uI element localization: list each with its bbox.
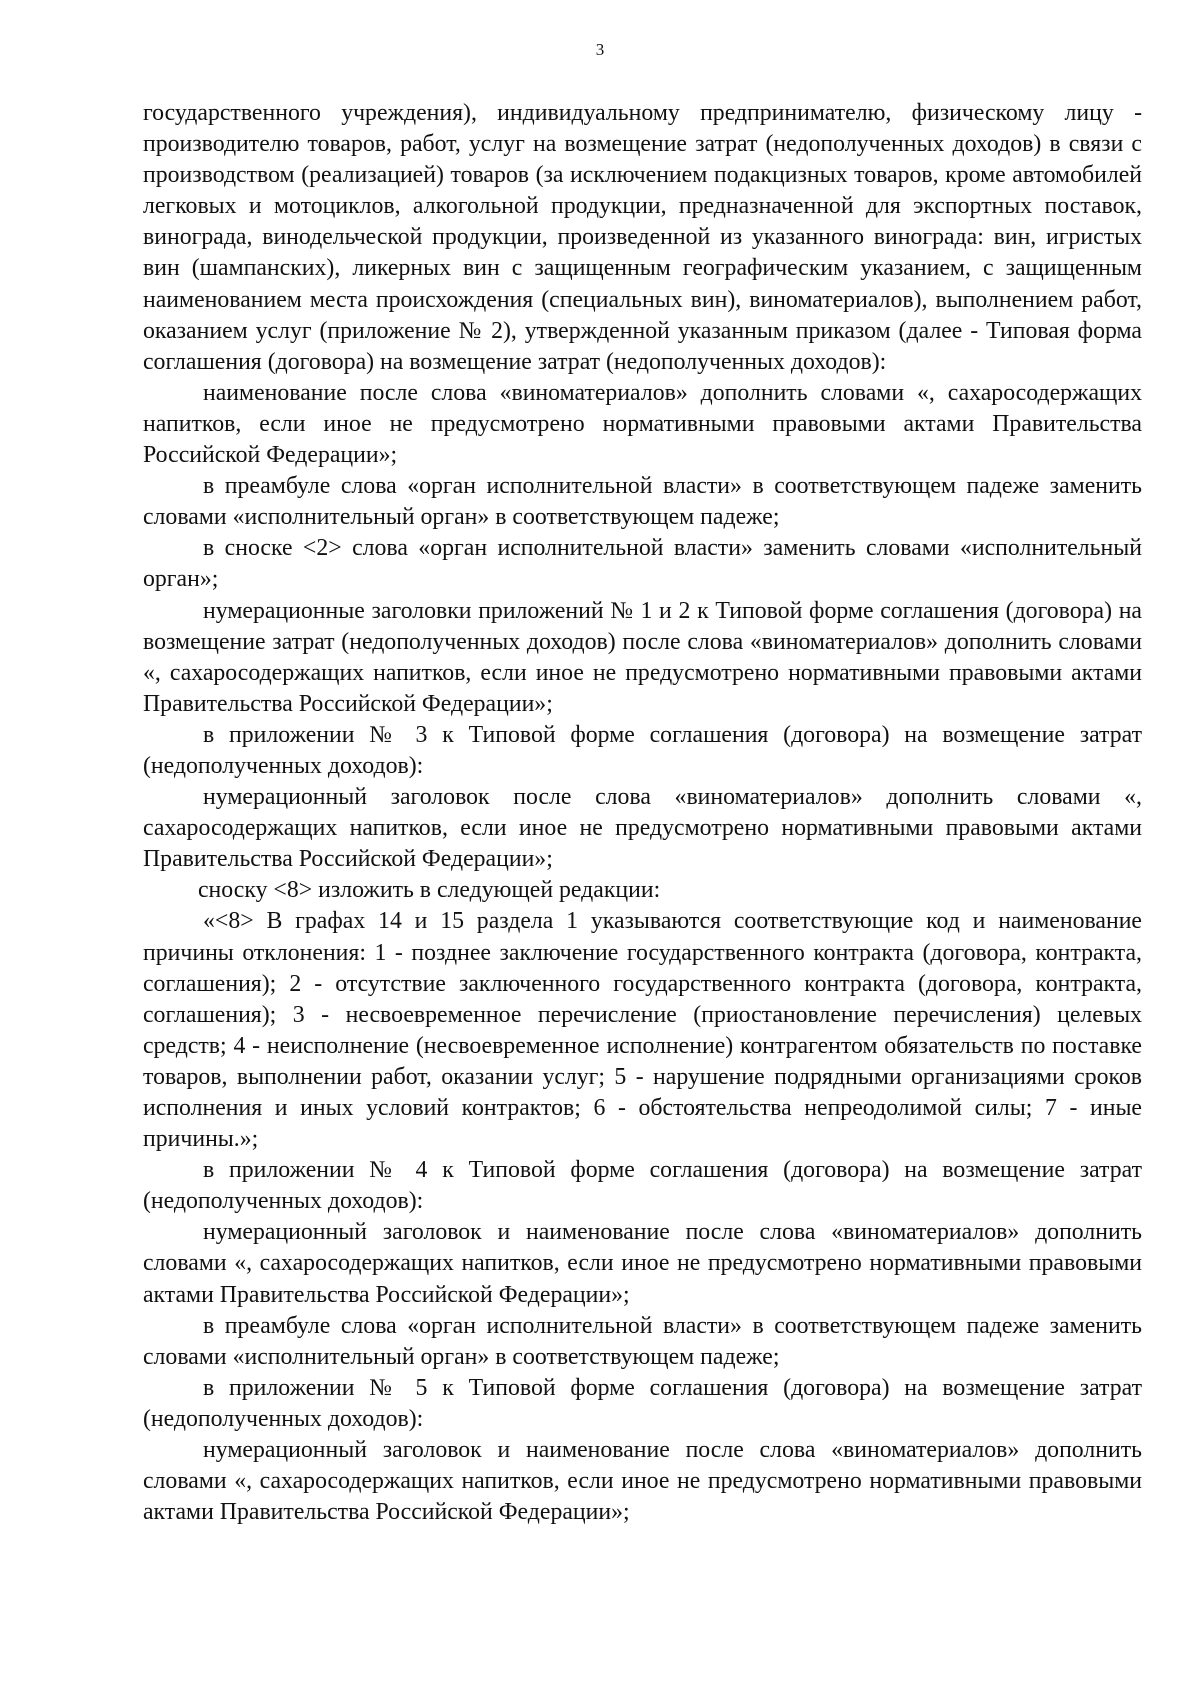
paragraph-appendix-3-intro: в приложении № 3 к Типовой форме соглашения (договора) на возмещение затрат (недополученных доходов): bbox=[143, 721, 1142, 779]
paragraph-appendix-3-heading: нумерационный заголовок после слова «виноматериалов» дополнить словами «, сахаросодержащих напитков, если иное не предусмотрено нормативными правовыми актами Правительства Российской Федерации»; bbox=[143, 784, 1142, 873]
paragraph-name-amendment: наименование после слова «виноматериалов» дополнить словами «, сахаросодержащих напитков, если иное не предусмотрено нормативными правовыми актами Правительства Российской Федерации»; bbox=[143, 379, 1142, 469]
paragraph-appendix-1-2-headings: нумерационные заголовки приложений № 1 и 2 к Типовой форме соглашения (договора) на возмещение затрат (недополученных доходов) после слова «виноматериалов» дополнить словами «, сахаросодержащих напитков, если иное не предусмотрено нормативными правовыми актами Правительства Российской Федерации»; bbox=[143, 597, 1142, 717]
paragraph-footnote-2-amendment: в сноске <2> слова «орган исполнительной власти» заменить словами «исполнительный орган»; bbox=[143, 535, 1142, 593]
paragraph-preamble-amendment: в преамбуле слова «орган исполнительной власти» в соответствующем падеже заменить словами «исполнительный орган» в соответствующем падеже; bbox=[143, 473, 1142, 531]
paragraph-appendix-5-intro: в приложении № 5 к Типовой форме соглашения (договора) на возмещение затрат (недополученных доходов): bbox=[143, 1374, 1142, 1432]
paragraph-footnote-8-text: «<8> В графах 14 и 15 раздела 1 указываются соответствующие код и наименование причины отклонения: 1 - позднее заключение государственного контракта (договора, контракта, соглашения); 2 - отсутствие заключенного государственного контракта (договора, контракта, соглашения); 3 - несвоевременное перечисление (приостановление перечисления) целевых средств; 4 - неисполнение (несвоевременное исполнение) контрагентом обязательств по поставке товаров, выполнении работ, оказании услуг; 5 - нарушение подрядными организациями сроков исполнения и иных условий контрактов; 6 - обстоятельства непреодолимой силы; 7 - иные причины.»; bbox=[143, 908, 1142, 1153]
page-number: 3 bbox=[595, 40, 605, 59]
paragraph-appendix-4-heading: нумерационный заголовок и наименование после слова «виноматериалов» дополнить словами «, сахаросодержащих напитков, если иное не предусмотрено нормативными правовыми актами Правительства Российской Федерации»; bbox=[143, 1219, 1142, 1308]
paragraph-continuation: государственного учреждения), индивидуальному предпринимателю, физическому лицу - производителю товаров, работ, услуг на возмещение затрат (недополученных доходов) в связи с производством (реализацией) товаров (за исключением подакцизных товаров, кроме автомобилей легковых и мотоциклов, алкогольной продукции, предназначенной для экспортных поставок, винограда, винодельческой продукции, произведенной из указанного винограда: вин, игристых вин (шампанских), ликерных вин с защищенным географическим указанием, с защищенным наименованием места происхождения (специальных вин), виноматериалов), выполнением работ, оказанием услуг (приложение № 2), утвержденной указанным приказом (далее - Типовая форма соглашения (договора) на возмещение затрат (недополученных доходов): bbox=[143, 100, 1142, 375]
paragraph-footnote-8-intro: сноску <8> изложить в следующей редакции: bbox=[198, 877, 661, 904]
paragraph-appendix-4-preamble: в преамбуле слова «орган исполнительной власти» в соответствующем падеже заменить словами «исполнительный орган» в соответствующем падеже; bbox=[143, 1312, 1142, 1370]
paragraph-appendix-4-intro: в приложении № 4 к Типовой форме соглашения (договора) на возмещение затрат (недополученных доходов): bbox=[143, 1157, 1142, 1215]
paragraph-appendix-5-heading: нумерационный заголовок и наименование после слова «виноматериалов» дополнить словами «, сахаросодержащих напитков, если иное не предусмотрено нормативными правовыми актами Правительства Российской Федерации»; bbox=[143, 1437, 1142, 1526]
document-body bbox=[143, 98, 1142, 1528]
